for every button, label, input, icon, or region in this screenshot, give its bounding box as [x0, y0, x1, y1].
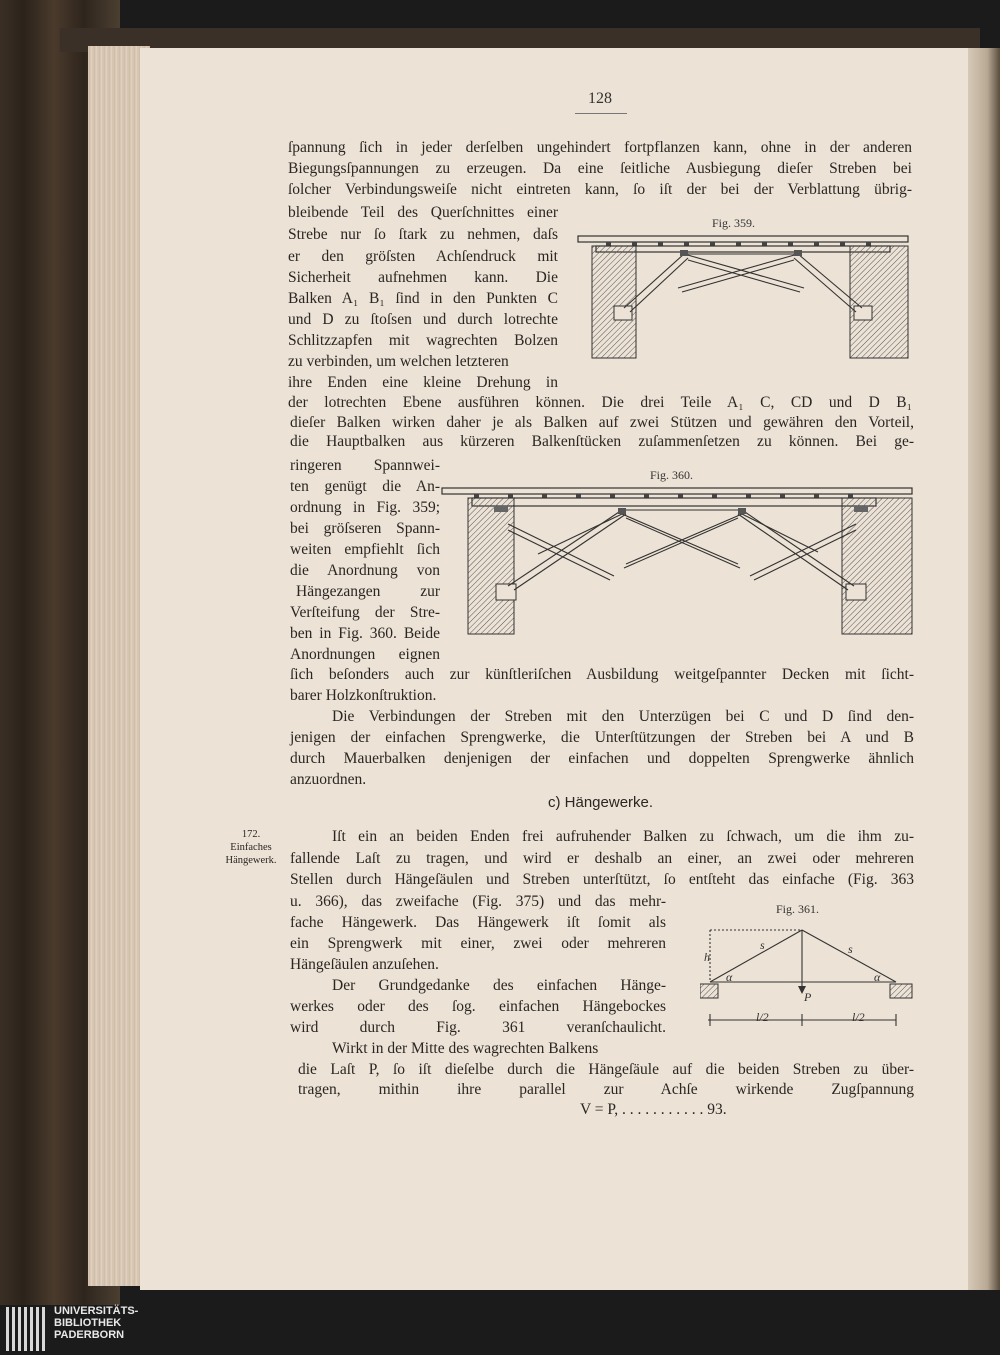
text-line: u. 366), das zweifache (Fig. 375) und das mehr- — [290, 893, 666, 910]
text-line: V = P, . . . . . . . . . . . 93. — [580, 1101, 727, 1118]
fig-360-diagram — [438, 484, 914, 636]
fig-361-label-P: P — [804, 990, 812, 1004]
text-line: Wirkt in der Mitte des wagrechten Balkens — [332, 1040, 599, 1057]
text-line: fache Hängewerk. Das Hängewerk iſt ſomit als — [290, 914, 666, 931]
text-line: zu verbinden, um welchen letzteren — [288, 353, 509, 370]
text-line: und D zu ſtoſsen und durch lotrechte — [288, 311, 558, 328]
margin-note — [222, 828, 280, 867]
section-heading: c) Hängewerke. — [548, 794, 654, 811]
text-line: ben in Fig. 360. Beide — [290, 625, 440, 642]
text-line: jenigen der einfachen Sprengwerke, die Unterſtützungen der Streben bei A und B — [290, 729, 914, 746]
text-line: ſich beſonders auch zur künſtleriſchen Ausbildung weitgeſpannter Decken mit ſicht- — [290, 666, 914, 683]
page-gutter-shadow — [968, 48, 1000, 1290]
text-line: Balken A₁ B₁ ſind in den Punkten C — [288, 290, 558, 307]
text-line: bleibende Teil des Querſchnittes einer — [288, 204, 558, 221]
fig-361-label-half-right: l/2 — [852, 1010, 865, 1024]
text-line: ordnung in Fig. 359; — [290, 499, 440, 516]
text-line: Hängeſäulen anzuſehen. — [290, 956, 439, 973]
margin-note-number: 172. — [241, 829, 261, 840]
text-line: fallende Laſt zu tragen, und wird er deshalb an einer, an zwei oder mehreren — [290, 850, 914, 867]
fig-359-diagram — [574, 232, 910, 362]
text-line: die Laſt P, ſo iſt dieſelbe durch die Hängeſäule auf die beiden Streben zu über- — [298, 1061, 914, 1078]
fig-361-label-s-right: s — [848, 942, 853, 956]
fig-361-label-s-left: s — [760, 938, 765, 952]
text-line: Biegungsſpannungen zu erzeugen. Da eine ſeitliche Ausbiegung dieſer Streben bei — [288, 160, 912, 177]
text-line: Strebe nur ſo ſtark zu nehmen, daſs — [288, 226, 558, 243]
text-line: ringeren Spannwei- — [290, 457, 440, 474]
text-line: Anordnungen eignen — [290, 646, 440, 663]
text-line: werkes oder des ſog. einfachen Hängebockes — [290, 998, 666, 1015]
text-line: anzuordnen. — [290, 771, 367, 788]
library-logo-line-1: UNIVERSITÄTS- — [54, 1305, 139, 1317]
fig-361-label-half-left: l/2 — [756, 1010, 769, 1024]
text-line: die Anordnung von — [290, 562, 440, 579]
text-line: Schlitzzapfen mit wagrechten Bolzen — [288, 332, 558, 349]
fig-360-caption: Fig. 360. — [650, 468, 694, 482]
fig-361-label-h: h — [704, 950, 710, 964]
text-line: dieſer Balken wirken daher je als Balken auf zwei Stützen und gewähren den Vorteil, — [290, 414, 914, 431]
text-line: ihre Enden eine kleine Drehung in — [288, 374, 558, 391]
fig-361-caption: Fig. 361. — [776, 902, 820, 916]
margin-note-line-2: Hängewerk. — [225, 855, 277, 866]
fig-361-label-alpha-right: α — [874, 970, 881, 984]
text-line: die Hauptbalken aus kürzeren Balkenſtücken zuſammenſetzen zu können. Bei ge- — [290, 433, 914, 450]
text-line: durch Mauerbalken denjenigen der einfachen und doppelten Sprengwerke ähnlich — [290, 750, 914, 767]
fig-359-caption: Fig. 359. — [712, 216, 756, 230]
text-line: Sicherheit aufnehmen kann. Die — [288, 269, 558, 286]
text-line: ſolcher Verbindungsweiſe nicht eintreten kann, ſo iſt der bei der Verblattung übrig- — [288, 181, 912, 198]
text-line: tragen, mithin ihre parallel zur Achſe wirkende Zugſpannung — [298, 1081, 914, 1098]
text-line: Der Grundgedanke des einfachen Hänge- — [332, 977, 666, 994]
library-logo-icon — [6, 1307, 50, 1351]
fig-361-diagram — [700, 920, 920, 1032]
library-logo-text — [54, 1305, 138, 1341]
page-number: 128 — [588, 90, 612, 107]
margin-note-line-1: Einfaches — [230, 842, 272, 853]
text-line: ein Sprengwerk mit einer, zwei oder mehreren — [290, 935, 666, 952]
text-line: Stellen durch Hängeſäulen und Streben unterſtützt, ſo entſteht das einfache (Fig. 363 — [290, 871, 914, 888]
text-line: weiten empfiehlt ſich — [290, 541, 440, 558]
library-logo-line-2: BIBLIOTHEK — [54, 1317, 122, 1329]
text-line: barer Holzkonſtruktion. — [290, 687, 437, 704]
library-logo-line-3: PADERBORN — [54, 1329, 125, 1341]
page-number-rule — [575, 113, 627, 114]
text-line: bei gröſseren Spann- — [290, 520, 440, 537]
text-line: Die Verbindungen der Streben mit den Unterzügen bei C und D ſind den- — [332, 708, 914, 725]
text-line: Verſteifung der Stre- — [290, 604, 440, 621]
text-line: wird durch Fig. 361 veranſchaulicht. — [290, 1019, 666, 1036]
text-line: Hängezangen zur — [296, 583, 440, 600]
text-line: Iſt ein an beiden Enden frei aufruhender Balken zu ſchwach, um die ihm zu- — [332, 828, 914, 845]
text-line: der lotrechten Ebene ausführen können. Die drei Teile A₁ C, CD und D B₁ — [288, 394, 912, 411]
fig-361-label-alpha-left: α — [726, 970, 733, 984]
text-line: ſpannung ſich in jeder derſelben ungehindert fortpflanzen kann, ohne in der anderen — [288, 139, 912, 156]
text-line: er den gröſsten Achſendruck mit — [288, 248, 558, 265]
text-line: ten genügt die An- — [290, 478, 440, 495]
